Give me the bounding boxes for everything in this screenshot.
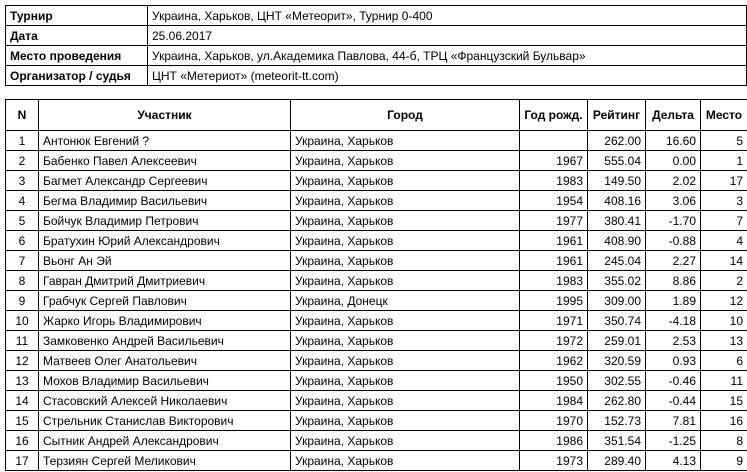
results-body (6, 131, 747, 471)
info-label: Дата (6, 26, 148, 46)
cell-place: 10 (701, 311, 747, 331)
cell-city: Украина, Харьков (291, 391, 520, 411)
cell-place: 12 (701, 291, 747, 311)
cell-delta: -1.25 (646, 431, 701, 451)
cell-delta: -0.46 (646, 371, 701, 391)
table-row (6, 171, 747, 191)
cell-place: 16 (701, 411, 747, 431)
table-row (6, 391, 747, 411)
header-delta: Дельта (646, 100, 701, 131)
header-participant: Участник (39, 100, 291, 131)
table-row (6, 311, 747, 331)
cell-rating: 149.50 (588, 171, 646, 191)
header-n: N (6, 100, 39, 131)
cell-delta: 0.93 (646, 351, 701, 371)
cell-birth-year: 1972 (520, 331, 588, 351)
cell-participant: Замковенко Андрей Васильевич (39, 331, 291, 351)
cell-participant: Антонюк Евгений ? (39, 131, 291, 151)
header-city: Город (291, 100, 520, 131)
cell-n: 2 (6, 151, 39, 171)
cell-place: 2 (701, 271, 747, 291)
cell-n: 5 (6, 211, 39, 231)
table-row (6, 291, 747, 311)
table-row (6, 251, 747, 271)
cell-participant: Матвеев Олег Анатольевич (39, 351, 291, 371)
cell-rating: 262.80 (588, 391, 646, 411)
cell-participant: Стрельник Станислав Викторович (39, 411, 291, 431)
cell-rating: 351.54 (588, 431, 646, 451)
header-place: Место (701, 100, 747, 131)
cell-n: 6 (6, 231, 39, 251)
info-row (6, 6, 747, 26)
cell-city: Украина, Харьков (291, 131, 520, 151)
cell-birth-year: 1973 (520, 451, 588, 471)
cell-rating: 408.90 (588, 231, 646, 251)
cell-place: 14 (701, 251, 747, 271)
cell-participant: Бегма Владимир Васильевич (39, 191, 291, 211)
cell-birth-year: 1961 (520, 251, 588, 271)
table-row (6, 151, 747, 171)
info-label: Турнир (6, 6, 148, 26)
cell-birth-year: 1967 (520, 151, 588, 171)
cell-city: Украина, Харьков (291, 411, 520, 431)
cell-n: 16 (6, 431, 39, 451)
cell-delta: 2.02 (646, 171, 701, 191)
cell-n: 7 (6, 251, 39, 271)
cell-rating: 309.00 (588, 291, 646, 311)
info-value: Украина, Харьков, ул.Академика Павлова, 44-б, ТРЦ «Французский Бульвар» (148, 46, 747, 66)
cell-participant: Грабчук Сергей Павлович (39, 291, 291, 311)
cell-participant: Стасовский Алексей Николаевич (39, 391, 291, 411)
cell-delta: 16.60 (646, 131, 701, 151)
cell-delta: -0.44 (646, 391, 701, 411)
cell-place: 5 (701, 131, 747, 151)
info-row (6, 26, 747, 46)
cell-participant: Багмет Александр Сергеевич (39, 171, 291, 191)
cell-delta: -4.18 (646, 311, 701, 331)
table-row (6, 371, 747, 391)
cell-birth-year: 1954 (520, 191, 588, 211)
table-row (6, 131, 747, 151)
cell-city: Украина, Харьков (291, 271, 520, 291)
cell-city: Украина, Харьков (291, 311, 520, 331)
cell-n: 9 (6, 291, 39, 311)
cell-place: 4 (701, 231, 747, 251)
cell-delta: 1.89 (646, 291, 701, 311)
cell-city: Украина, Харьков (291, 171, 520, 191)
cell-place: 1 (701, 151, 747, 171)
cell-participant: Жарко Игорь Владимирович (39, 311, 291, 331)
cell-place: 17 (701, 171, 747, 191)
table-row (6, 271, 747, 291)
cell-n: 13 (6, 371, 39, 391)
cell-delta: 3.06 (646, 191, 701, 211)
cell-n: 3 (6, 171, 39, 191)
cell-city: Украина, Харьков (291, 431, 520, 451)
cell-participant: Бабенко Павел Алексеевич (39, 151, 291, 171)
cell-city: Украина, Харьков (291, 191, 520, 211)
tournament-info-table (5, 5, 747, 86)
cell-city: Украина, Харьков (291, 371, 520, 391)
cell-n: 17 (6, 451, 39, 471)
cell-rating: 302.55 (588, 371, 646, 391)
cell-place: 15 (701, 391, 747, 411)
cell-n: 14 (6, 391, 39, 411)
table-row (6, 431, 747, 451)
cell-rating: 380.41 (588, 211, 646, 231)
cell-n: 4 (6, 191, 39, 211)
cell-birth-year: 1977 (520, 211, 588, 231)
cell-rating: 408.16 (588, 191, 646, 211)
cell-city: Украина, Харьков (291, 451, 520, 471)
cell-place: 3 (701, 191, 747, 211)
cell-rating: 350.74 (588, 311, 646, 331)
cell-participant: Братухин Юрий Александрович (39, 231, 291, 251)
cell-place: 11 (701, 371, 747, 391)
table-row (6, 191, 747, 211)
cell-delta: -1.70 (646, 211, 701, 231)
cell-participant: Сытник Андрей Александрович (39, 431, 291, 451)
tournament-info-body (6, 6, 747, 86)
cell-place: 8 (701, 431, 747, 451)
cell-rating: 355.02 (588, 271, 646, 291)
cell-participant: Вьонг Ан Эй (39, 251, 291, 271)
cell-birth-year: 1950 (520, 371, 588, 391)
cell-delta: 0.00 (646, 151, 701, 171)
cell-place: 6 (701, 351, 747, 371)
cell-n: 11 (6, 331, 39, 351)
cell-participant: Гавран Дмитрий Дмитриевич (39, 271, 291, 291)
cell-city: Украина, Харьков (291, 351, 520, 371)
cell-rating: 245.04 (588, 251, 646, 271)
info-value: 25.06.2017 (148, 26, 747, 46)
results-header-row (6, 100, 747, 131)
cell-city: Украина, Харьков (291, 151, 520, 171)
info-label: Организатор / судья (6, 66, 148, 86)
table-row (6, 351, 747, 371)
cell-place: 7 (701, 211, 747, 231)
table-row (6, 451, 747, 471)
cell-birth-year: 1971 (520, 311, 588, 331)
cell-city: Украина, Харьков (291, 251, 520, 271)
cell-birth-year: 1961 (520, 231, 588, 251)
cell-birth-year: 1970 (520, 411, 588, 431)
info-label: Место проведения (6, 46, 148, 66)
cell-delta: 2.27 (646, 251, 701, 271)
cell-participant: Мохов Владимир Васильевич (39, 371, 291, 391)
table-row (6, 411, 747, 431)
cell-delta: 2.53 (646, 331, 701, 351)
cell-participant: Терзиян Сергей Меликович (39, 451, 291, 471)
header-rating: Рейтинг (588, 100, 646, 131)
cell-n: 1 (6, 131, 39, 151)
cell-rating: 259.01 (588, 331, 646, 351)
cell-rating: 262.00 (588, 131, 646, 151)
cell-delta: 7.81 (646, 411, 701, 431)
info-row (6, 46, 747, 66)
cell-birth-year: 1983 (520, 171, 588, 191)
cell-birth-year: 1962 (520, 351, 588, 371)
cell-place: 13 (701, 331, 747, 351)
cell-birth-year: 1995 (520, 291, 588, 311)
cell-n: 12 (6, 351, 39, 371)
cell-delta: 4.13 (646, 451, 701, 471)
cell-rating: 152.73 (588, 411, 646, 431)
cell-city: Украина, Донецк (291, 291, 520, 311)
cell-delta: 8.86 (646, 271, 701, 291)
cell-city: Украина, Харьков (291, 331, 520, 351)
header-birth-year: Год рожд. (520, 100, 588, 131)
cell-place: 9 (701, 451, 747, 471)
table-row (6, 231, 747, 251)
cell-participant: Бойчук Владимир Петрович (39, 211, 291, 231)
table-row (6, 331, 747, 351)
table-row (6, 211, 747, 231)
cell-n: 8 (6, 271, 39, 291)
info-value: Украина, Харьков, ЦНТ «Метеорит», Турнир 0-400 (148, 6, 747, 26)
cell-rating: 289.40 (588, 451, 646, 471)
cell-birth-year: 1983 (520, 271, 588, 291)
cell-n: 10 (6, 311, 39, 331)
cell-rating: 555.04 (588, 151, 646, 171)
cell-birth-year: 1986 (520, 431, 588, 451)
info-value: ЦНТ «Метериот» (meteorit-tt.com) (148, 66, 747, 86)
cell-birth-year: 1984 (520, 391, 588, 411)
cell-city: Украина, Харьков (291, 231, 520, 251)
cell-rating: 320.59 (588, 351, 646, 371)
cell-city: Украина, Харьков (291, 211, 520, 231)
results-table (5, 99, 747, 471)
cell-delta: -0.88 (646, 231, 701, 251)
info-row (6, 66, 747, 86)
cell-birth-year (520, 131, 588, 151)
cell-n: 15 (6, 411, 39, 431)
